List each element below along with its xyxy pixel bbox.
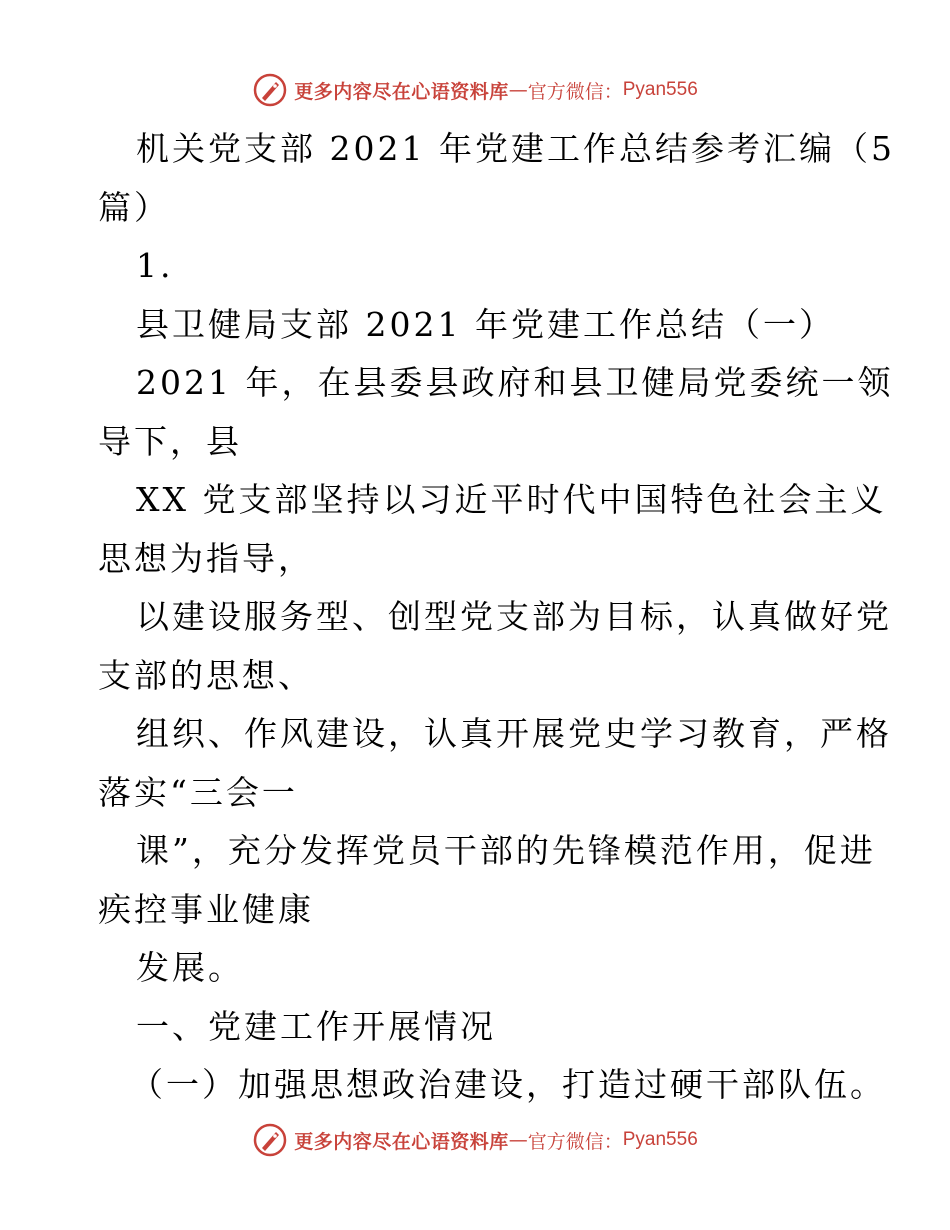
paragraph-line: 落实“三会一 (98, 772, 298, 812)
section-number: 1. (136, 246, 174, 285)
watermark-main-text: 更多内容尽在心语资料库 (294, 1130, 509, 1153)
watermark-main-text: 更多内容尽在心语资料库 (294, 80, 509, 103)
paragraph-line: 导下，县 (98, 421, 242, 461)
header-watermark (0, 70, 950, 110)
watermark-wechat-label: 官方微信： (527, 80, 623, 103)
doc-title-line-2: 篇） (98, 187, 170, 227)
subsection-heading: 一、党建工作开展情况 (136, 1006, 496, 1046)
paragraph-line: 疾控事业健康 (98, 889, 314, 929)
watermark-wechat-id: Pyan556 (622, 79, 698, 100)
pen-nib-logo-icon (252, 72, 288, 108)
footer-watermark (0, 1120, 950, 1160)
watermark-wechat-id: Pyan556 (622, 1129, 698, 1150)
paragraph-line: 课”，充分发挥党员干部的先锋模范作用，促进 (136, 831, 876, 870)
watermark-dash: — (508, 79, 528, 101)
paragraph-line: 支部的思想、 (98, 655, 314, 695)
paragraph-line: 以建设服务型、创型党支部为目标，认真做好党 (136, 597, 892, 636)
subsection-item: （一）加强思想政治建设，打造过硬干部队伍。 (130, 1065, 886, 1104)
watermark-wechat-label: 官方微信： (527, 1130, 623, 1153)
paragraph-line: 组织、作风建设，认真开展党史学习教育，严格 (136, 714, 892, 753)
paragraph-line: 2021 年，在县委县政府和县卫健局党委统一领 (136, 363, 894, 402)
document-body (98, 120, 895, 1115)
paragraph-line: 思想为指导， (98, 538, 314, 578)
watermark-dash: — (508, 1129, 528, 1151)
paragraph-line: 发展。 (136, 948, 244, 987)
pen-nib-logo-icon (252, 1122, 288, 1158)
doc-title-line-1: 机关党支部 2021 年党建工作总结参考汇编（5 (136, 129, 895, 168)
paragraph-line: XX 党支部坚持以习近平时代中国特色社会主义 (136, 480, 887, 519)
section-heading: 县卫健局支部 2021 年党建工作总结（一） (136, 304, 835, 344)
